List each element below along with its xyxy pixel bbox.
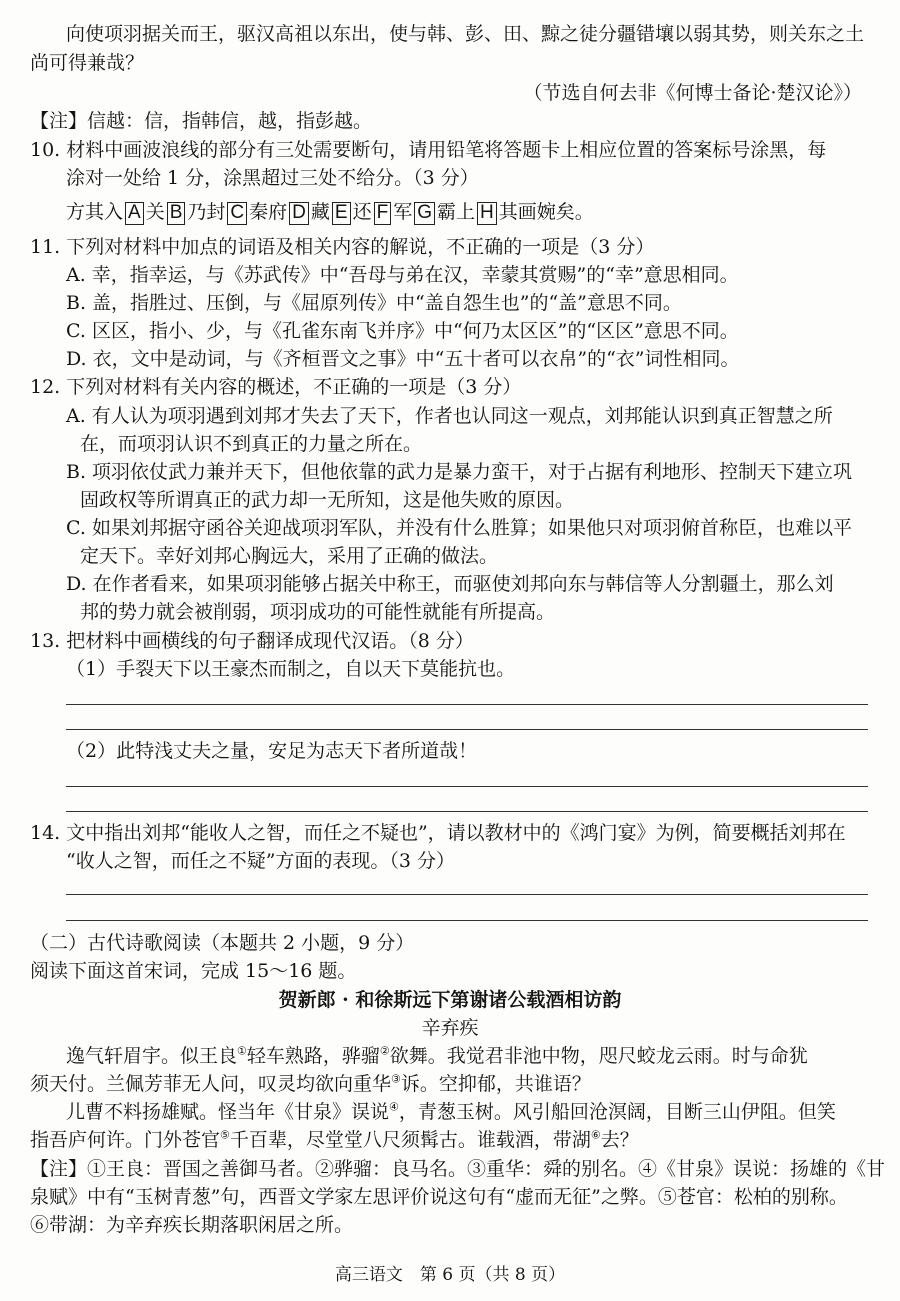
footnote-marker: ④ [389, 1100, 399, 1114]
page-footer: 高三语文 第 6 页（共 8 页） [334, 1265, 566, 1285]
q11-option-b[interactable]: B. 盖，指胜过、压倒，与《屈原列传》中“盖自怨生也”的“盖”意思不同。 [66, 292, 682, 314]
q12-option-a-1[interactable]: A. 有人认为项羽遇到刘邦才失去了天下，作者也认同这一观点，刘邦能认识到真正智慧之所 [66, 405, 833, 427]
q10-box-d[interactable]: D [289, 202, 309, 225]
footnote-marker: ⑥ [590, 1128, 601, 1142]
q10-seg-6: 军 [393, 201, 413, 223]
poem-text: 轻车熟路，骅骝 [246, 1045, 380, 1067]
q12-option-d-2: 邦的势力就会被削弱，项羽成功的可能性就能有所提高。 [80, 601, 556, 623]
poem-line-1 [66, 1042, 870, 1071]
q14-stem-2: “收人之智，而任之不疑”方面的表现。（3 分） [66, 850, 456, 872]
q13-answer-line-3[interactable] [66, 786, 868, 787]
q13-stem: 13. 把材料中画横线的句子翻译成现代汉语。（8 分） [30, 630, 474, 652]
q10-box-c[interactable]: C [227, 202, 247, 225]
passage-line-2: 尚可得兼哉？ [30, 52, 145, 74]
poem-text: 诉。空抑郁，共谁语？ [400, 1073, 591, 1095]
q10-seg-3: 秦府 [249, 201, 288, 223]
footnote-marker: ② [379, 1044, 390, 1058]
q12-option-c-2: 定天下。幸好刘邦心胸远大，采用了正确的做法。 [80, 545, 499, 567]
poem-text: 指吾庐何许。门外苍官 [30, 1129, 221, 1151]
poetry-section-heading: （二）古代诗歌阅读（本题共 2 小题，9 分） [30, 932, 415, 954]
poem-line-3 [66, 1098, 870, 1127]
q10-seg-4: 藏 [310, 201, 330, 223]
poem-text: 去？ [600, 1129, 639, 1151]
q14-stem-1: 14. 文中指出刘邦“能收人之智，而任之不疑也”，请以教材中的《鸿门宴》为例，简要概括刘邦在 [30, 822, 846, 844]
q10-box-h[interactable]: H [477, 202, 497, 225]
q11-stem: 11. 下列对材料中加点的词语及相关内容的解说，不正确的一项是（3 分） [30, 236, 655, 258]
poem-text: 逸气轩眉宇。似王良 [66, 1045, 238, 1067]
poem-line-4 [30, 1126, 870, 1155]
poem-text: 须天付。兰佩芳菲无人问，叹灵均欲向重华 [30, 1073, 392, 1095]
q12-option-a-2: 在，而项羽认识不到真正的力量之所在。 [80, 433, 423, 455]
poem-text: 儿曹不料扬雄赋。怪当年《甘泉》误说 [66, 1101, 390, 1123]
q10-box-f[interactable]: F [374, 202, 392, 225]
q10-seg-2: 乃封 [187, 201, 226, 223]
q11-option-d[interactable]: D. 衣，文中是动词，与《齐桓晋文之事》中“五十者可以衣帛”的“衣”词性相同。 [66, 348, 740, 370]
q10-sentence [66, 198, 870, 227]
q10-seg-0: 方其入 [66, 201, 124, 223]
footnote-marker: ① [237, 1044, 247, 1058]
q10-box-a[interactable]: A [125, 202, 144, 225]
q12-stem: 12. 下列对材料有关内容的概述，不正确的一项是（3 分） [30, 376, 522, 398]
passage-note: 【注】信越：信，指韩信，越，指彭越。 [30, 110, 373, 132]
q10-seg-1: 关 [145, 201, 165, 223]
q10-stem-2: 涂对一处给 1 分，涂黑超过三处不给分。（3 分） [66, 167, 479, 189]
poem-text: 欲舞。我觉君非池中物，咫尺蛟龙云雨。时与命犹 [389, 1045, 808, 1067]
q12-option-d-1[interactable]: D. 在作者看来，如果项羽能够占据关中称王，而驱使刘邦向东与韩信等人分割疆土，那么刘 [66, 573, 834, 595]
footnote-marker: ⑤ [220, 1128, 230, 1142]
passage-source: （节选自何去非《何博士备论·楚汉论》） [523, 82, 862, 104]
q11-option-a[interactable]: A. 幸，指幸运，与《苏武传》中“吾母与弟在汉，幸蒙其赏赐”的“幸”意思相同。 [66, 264, 739, 286]
q10-box-b[interactable]: B [167, 202, 186, 225]
q10-seg-7: 霸上 [437, 201, 476, 223]
poem-note-3: ⑥带湖：为辛弃疾长期落职闲居之所。 [30, 1214, 354, 1236]
q14-answer-line-1[interactable] [66, 894, 868, 895]
q10-box-e[interactable]: E [332, 202, 351, 225]
poem-note-1: 【注】①王良：晋国之善御马者。②骅骝：良马名。③重华：舜的别名。④《甘泉》误说：扬雄的《甘 [30, 1158, 886, 1180]
q14-answer-line-2[interactable] [66, 920, 868, 921]
q11-option-c[interactable]: C. 区区，指小、少，与《孔雀东南飞并序》中“何乃太区区”的“区区”意思不同。 [66, 320, 739, 342]
poem-text: 千百辈，尽堂堂八尺须髯古。谁载酒，带湖 [229, 1129, 591, 1151]
poem-line-2 [30, 1070, 870, 1099]
poem-title: 贺新郎 · 和徐斯远下第谢诸公载酒相访韵 [278, 989, 622, 1011]
poetry-instruction: 阅读下面这首宋词，完成 15～16 题。 [30, 960, 357, 982]
footnote-marker: ③ [391, 1072, 401, 1086]
poem-text: ，青葱玉树。风引船回沧溟阔，目断三山伊阻。但笑 [398, 1101, 836, 1123]
q10-stem-1: 10. 材料中画波浪线的部分有三处需要断句，请用铅笔将答题卡上相应位置的答案标号涂黑，每 [30, 139, 827, 161]
passage-line-1: 向使项羽据关而王，驱汉高祖以东出，使与韩、彭、田、黥之徒分疆错壤以弱其势，则关东之土 [66, 23, 865, 45]
q13-sentence-1: （1）手裂天下以王豪杰而制之，自以天下莫能抗也。 [66, 658, 516, 680]
q12-option-b-2: 固政权等所谓真正的武力却一无所知，这是他失败的原因。 [80, 489, 575, 511]
q13-answer-line-2[interactable] [66, 729, 868, 730]
q10-box-g[interactable]: G [414, 202, 435, 225]
q12-option-c-1[interactable]: C. 如果刘邦据守函谷关迎战项羽军队，并没有什么胜算；如果他只对项羽俯首称臣，也难以平 [66, 517, 852, 539]
poem-author: 辛弃疾 [421, 1017, 479, 1039]
q13-answer-line-1[interactable] [66, 704, 868, 705]
poem-note-2: 泉赋》中有“玉树青葱”句，西晋文学家左思评价说这句有“虚而无征”之弊。⑤苍官：松柏的别称。 [30, 1186, 848, 1208]
q12-option-b-1[interactable]: B. 项羽依仗武力兼并天下，但他依靠的武力是暴力蛮干，对于占据有利地形、控制天下建立巩 [66, 461, 853, 483]
q13-answer-line-4[interactable] [66, 811, 868, 812]
q13-sentence-2: （2）此特浅丈夫之量，安足为志天下者所道哉！ [66, 740, 478, 762]
q10-seg-8: 其画婉矣。 [498, 201, 594, 223]
q10-seg-5: 还 [352, 201, 372, 223]
